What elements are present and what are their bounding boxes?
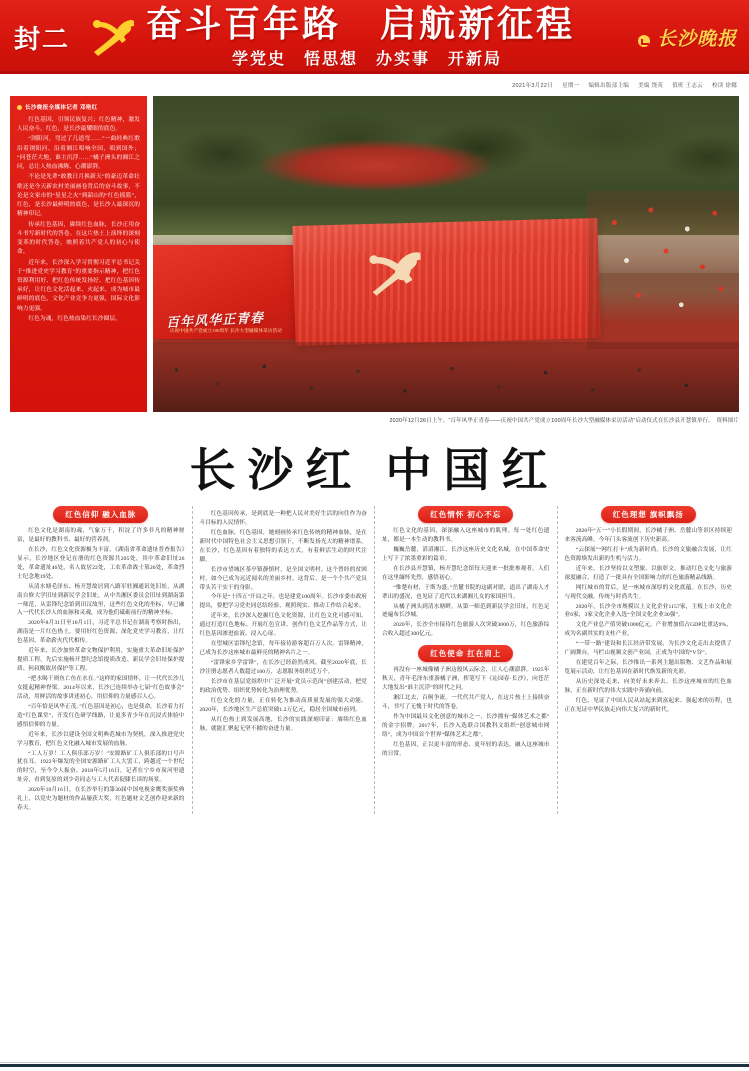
slogan-sub: 学党史 悟思想 办实事 开新局: [232, 50, 503, 68]
article-column-1: [10, 506, 193, 814]
body-paragraph: 在望城区雷锋纪念馆，每年接待游客超百万人次。雷锋精神，已成为长沙这座城市最鲜亮的精神名片之一。: [199, 641, 367, 657]
footer-divider: [0, 1062, 749, 1063]
slogan-main: 奋斗百年路 启航新征程: [146, 3, 576, 45]
lead-byline: [17, 103, 140, 111]
article-column-3: [375, 506, 558, 814]
section-heading-mission: 红色使命 扛在肩上: [418, 645, 513, 662]
lead-paragraph: 红色为魂，红色热血染红长沙圈层。: [28, 315, 121, 322]
body-paragraph: “惟楚有材，于斯为盛。”岳麓书院的这副对联，道出了湖南人才辈出的盛况，也见证了近代以来湖湘儿女的家国担当。: [382, 584, 550, 600]
body-paragraph: 从橘子洲头到清水塘畔，从第一师范到新民学会旧址，红色足迹遍布长沙城。: [382, 603, 550, 619]
slogan-block: [146, 5, 617, 68]
body-paragraph: 长沙市望城区茶亭镇静慎村，是全国文明村。这个曾经的贫困村，如今已成为远近闻名的美丽乡村。这背后，是一个个共产党员带头苦干实干的身影。: [199, 566, 367, 591]
lead-paragraph: 传承红色基因，赓续红色血脉，长沙正用奋斗书写新时代的答卷。在这片热土上演绎的深刻变革的时代答卷，映照着共产党人的初心与使命。: [17, 221, 140, 256]
body-paragraph: 作为中国最具文化创意的城市之一，长沙拥有“媒体艺术之都”的金字招牌。2017年，长沙入选联合国教科文组织“创意城市网络”，成为中国首个世界“媒体艺术之都”。: [382, 713, 550, 738]
ceremony-photo: [153, 96, 739, 412]
body-paragraph: 红色，见证了中国人民从站起来到富起来、强起来的历程，也正在见证中华民族走向伟大复兴的新时代。: [564, 697, 732, 713]
section-heading-feeling: 红色情怀 初心不忘: [418, 506, 513, 523]
body-paragraph: 文化产业总产值突破1000亿元，产业增加值占GDP比重达9%，成为名副其实的支柱产业。: [564, 622, 732, 638]
dateline-editor-label: 编辑出版部主编: [588, 83, 630, 89]
newspaper-nameplate: [617, 24, 737, 51]
body-paragraph: “一带一路”建设和长江经济带发展，为长沙文化走出去提供了广阔舞台。马栏山视频文创产业园，正成为中国的“V谷”。: [564, 641, 732, 657]
dateline-date: 2021年3月22日: [512, 83, 554, 89]
headline-left: 长沙红: [189, 445, 364, 496]
lead-byline-text: 长沙晚报全媒体记者 邓艳红: [25, 105, 98, 111]
body-paragraph: “雷锋家乡学雷锋”，在长沙已经蔚然成风。截至2020年底，长沙注册志愿者人数超过160万，志愿服务组织近万个。: [199, 660, 367, 675]
body-paragraph: 近年来，长沙加快革命文物保护利用，实施重大革命旧址保护提质工程，先后实施杨开慧纪念馆提质改造、新民学会旧址保护提质、何叔衡故居保护等工程。: [17, 648, 185, 673]
body-paragraph: 在长沙，红色文化资源极为丰富。《湖南省革命遗址普查报告》显示，长沙地区登记在册的红色资源共205处，其中革命旧址26处，革命遗址46处，名人故居22处，工农革命战士墓26处，革命烈士纪念地19处。: [17, 546, 185, 580]
body-paragraph: 2020年，长沙全市接待红色旅游人次突破3000万，红色旅游综合收入超过300亿元。: [382, 622, 550, 638]
cpc-flag-emblem: [329, 244, 459, 310]
lead-paragraph: 近年来，长沙深入学习贯彻习近平总书记关于“推进党史学习教育”的重要指示精神，把红色资源利用好、把红色传统发扬好、把红色基因传承好，让红色文化活起来、火起来，成为城市最鲜明的底色，文化产业竞争力更强，国际文化影响力更强。: [17, 259, 140, 312]
body-paragraph: 2020年8月31日至10月1日，习近平总书记在湖南考察时指出，湖南是一片红色热土，要用好红色资源，深化党史学习教育，让红色基因、革命薪火代代相传。: [17, 620, 185, 645]
photo-crowd-foreground: [153, 342, 739, 412]
photo-crowd-right: [587, 191, 739, 349]
photo-giant-flag: [292, 218, 600, 346]
page-title: [0, 434, 749, 500]
headline-right: 中国红: [385, 445, 560, 496]
body-paragraph: 湘江北去，百舸争流。一代代共产党人，在这片热土上接续奋斗，书写了无愧于时代的答卷。: [382, 695, 550, 710]
body-paragraph: 2020年10月16日，在长沙举行的第30届中国电视金鹰奖颁奖典礼上，以党史为题材的作品屡获大奖，红色题材文艺创作迎来新的春天。: [17, 787, 185, 812]
body-paragraph: 从清水塘毛泽东、杨开慧故居到八路军驻湘通讯处旧址，从湖南自修大学旧址到新民学会旧址，从中共湘区委员会旧址到湖南第一师范，从雷锋纪念馆到田汉故里，这些红色文化的坐标，早已融入一代代长沙人的血脉和灵魂，成为他们砥砺前行的精神坐标。: [17, 583, 185, 617]
body-paragraph: 2020年，长沙全市规模以上文化企业1157家，主板上市文化企业6家，3家文化企业入选“全国文化企业30强”。: [564, 603, 732, 619]
section-heading-faith: 红色信仰 融入血脉: [53, 506, 148, 523]
body-paragraph: 红色文化的基因，深深融入这座城市的肌理。每一处红色遗址，都是一本生动的教科书。: [382, 528, 550, 543]
dateline-editor: 美编 饶英: [638, 83, 664, 89]
bullet-icon: [17, 105, 22, 110]
masthead-banner: [0, 0, 749, 74]
body-paragraph: 再没有一座城像橘子洲这般风云际会，让人心潮澎湃。1925年秋天，青年毛泽东重游橘子洲，挥笔写下《沁园春·长沙》，向苍茫大地发出“谁主沉浮”的时代之问。: [382, 667, 550, 692]
body-paragraph: 长沙市在基层党组织中广泛开展“党员示范岗”创建活动，把党的政治优势、组织优势转化为治理优势。: [199, 678, 367, 694]
body-paragraph: 近年来，长沙以建设全国文明典范城市为契机，深入推进党史学习教育，把红色文化融入城市发展的血脉。: [17, 731, 185, 747]
body-paragraph: 从历史深处走来，向美好未来奔去。长沙这座城市的红色血脉，正在新时代的伟大实践中奔涌向前。: [564, 679, 732, 694]
body-paragraph: 红色基因传承，是到底是一种把人民对美好生活的向往作为奋斗目标的人民情怀。: [199, 511, 367, 526]
body-paragraph: 今年是“十四五”开局之年，也是建党100周年。长沙市委市政府提出，要把学习党史同总结经验、观照现实、推动工作结合起来。: [199, 594, 367, 610]
top-block: [10, 96, 739, 412]
body-paragraph: 红色基因，正以更丰富的形态、更年轻的表达，融入这座城市的日常。: [382, 741, 550, 757]
body-paragraph: “百年恰是风华正茂。”红色基因是初心，也是使命。长沙着力打造“红色课堂”，开发红色研学线路，让更多青少年在沉浸式体验中感悟信仰的力量。: [17, 703, 185, 728]
dateline-check: 校读 徐娜: [711, 83, 737, 89]
lead-paragraph: 不论是先辈“敢教日月换新天”的豪迈革命壮歌还是今天新农村美丽画卷背后的奋斗故事，不论是文家市的“星星之火”到韶山的“红色摇篮”，红色，是长沙最鲜明的底色，是长沙人最深沉的精神印记。: [17, 174, 140, 218]
nameplate-text: 长沙晚报: [656, 28, 737, 50]
dateline-proof: 值班 王志云: [672, 83, 703, 89]
article-column-4: [558, 506, 740, 814]
photo-banner-text: 百年风华正青春: [165, 309, 265, 331]
lead-paragraph: 红色基因，引领民族复兴；红色精神，激发人民奋斗。红色，是长沙最耀眼的底色。: [17, 117, 140, 133]
photo-red-canopy: [258, 140, 492, 191]
body-paragraph: 近年来，长沙深入挖掘红色文化资源，让红色文化可感可知。通过打造红色地标、开展红色宣讲、创作红色文艺作品等方式，让红色基因渗进血液、浸入心扉。: [199, 613, 367, 638]
column-grid: [10, 506, 739, 814]
body-paragraph: 从红色热土到发展高地，长沙的实践深刻印证：赓续红色血脉，就能汇聚起无坚不摧的奋进力量。: [199, 716, 367, 732]
body-paragraph: “工人万岁！工人俱乐部万岁！”安源路矿工人俱乐部的口号声犹在耳。1922年爆发的全国安源路矿工人大罢工，跨越近一个世纪的时空，至今令人振奋。2018年5月16日，记者在宁乡市炭河里遗址旁，看到复原的刘少奇同志与工人代表促膝长谈的场景。: [17, 750, 185, 784]
article-column-2: [193, 506, 376, 814]
body-paragraph: 在长沙县开慧镇，杨开慧纪念馆每天迎来一批批参观者。人们在这里缅怀先烈，感悟初心。: [382, 565, 550, 581]
body-paragraph: 红色文化的力量，正在转化为推动高质量发展的强大动能。2020年，长沙地区生产总值突破1.2万亿元，稳居全国城市前列。: [199, 697, 367, 713]
footer-bar: [0, 1064, 749, 1067]
page-label: 封二: [14, 23, 71, 54]
photo-banner-subtext: 庆祝中国共产党成立100周年 长沙大型融媒体采访活动: [169, 328, 282, 334]
article-body: [10, 506, 739, 814]
body-paragraph: 红色文化是湖南的魂，气象万千，积淀了许多非凡的精神财富，是最好的教科书，最好的营养剂。: [17, 528, 185, 543]
body-paragraph: 巍巍岳麓，滔滔湘江。长沙这座历史文化名城，在中国革命史上写下了浓墨重彩的篇章。: [382, 546, 550, 562]
dateline-weekday: 星期一: [562, 83, 580, 89]
dateline: [0, 74, 749, 96]
body-paragraph: 在建党百年之际，长沙推出一系列主题出版物、文艺作品和展览展示活动，让红色基因在新时代焕发新的光彩。: [564, 660, 732, 676]
body-paragraph: 近年来，长沙坚持以文塑旅、以旅彰文，推动红色文化与旅游深度融合，打造了一批具有全国影响力的红色旅游精品线路。: [564, 565, 732, 581]
cpc-hammer-sickle-emblem: [88, 12, 142, 62]
photo-caption: 2020年12月26日上午，“百年风华正青春——庆祝中国共产党成立100周年长沙大型融媒体采访活动”启动仪式在长沙县开慧镇举行。 资料图片: [389, 418, 739, 424]
lead-paragraph: “浏阳河，弯过了几道弯……”一曲经典红歌沿着浏阳河、沿着湘江唱响全国，唱到国外；“问苍茫大地，谁主沉浮……”橘子洲头的湘江之问，总让人热血沸腾、心潮澎湃。: [17, 136, 140, 171]
body-paragraph: “云探展”“网红打卡”成为新时尚。长沙的文旅融合发展，让红色资源焕发出新的生机与活力。: [564, 546, 732, 562]
lead-article-box: [10, 96, 147, 412]
section-heading-ideal: 红色理想 旗帜飘扬: [601, 506, 696, 523]
body-paragraph: 网红城市的背后，是一座城市深厚的文化底蕴。在长沙，历史与现代交融，传统与时尚共生。: [564, 584, 732, 600]
body-paragraph: 红色血脉，红色基因，她刻画传承红色传统的精神血脉，是在新时代中国特色社会主义思想引领下，不断发扬光大的精神谱系。在长沙，红色基因有着独特的表达方式，有着鲜活生动的时代注脚。: [199, 529, 367, 563]
nameplate-logo-icon: [638, 35, 650, 47]
body-paragraph: “把水喝干则鱼亡鱼在水在。”这样的家国情怀，让一代代长沙儿女挺起精神脊梁。2014年以来，长沙已连续举办七届“红色故事会”活动，用鲜活的故事讲述初心，用信仰的力量感召人心。: [17, 676, 185, 700]
body-paragraph: 2020年“五一”小长假期间，长沙橘子洲、岳麓山等景区持续迎来客流高峰，今年门头客流创下历史新高。: [564, 528, 732, 543]
